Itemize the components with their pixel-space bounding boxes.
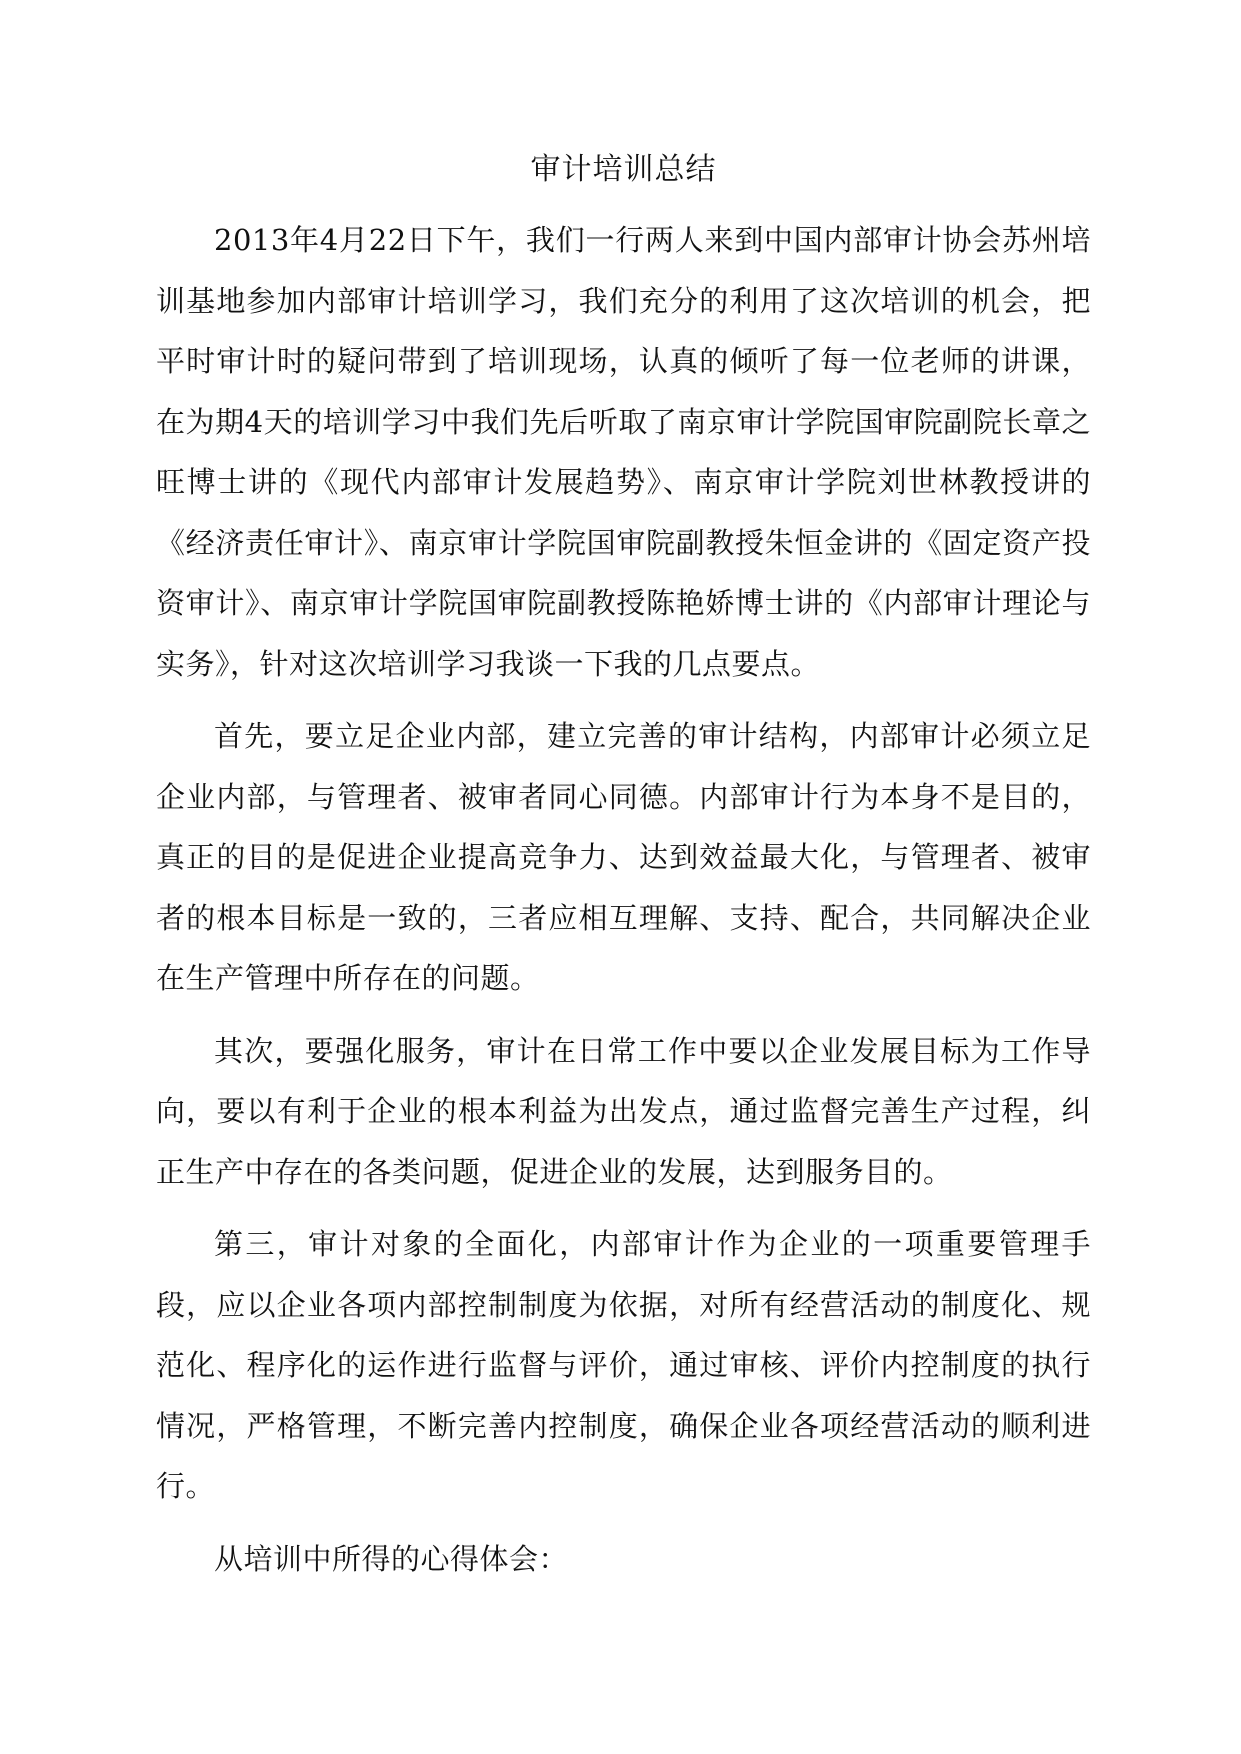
document-title: 审计培训总结 (530, 152, 717, 187)
document-page (156, 150, 1091, 1589)
paragraph-experience-heading: 从培训中所得的心得体会： (214, 1541, 569, 1576)
paragraph-intro: 2013年4月22日下午，我们一行两人来到中国内部审计协会苏州培训基地参加内部审计培训学习，我们充分的利用了这次培训的机会，把平时审计时的疑问带到了培训现场，认真的倾听了每一位老师的讲课，在为期4天的培训学习中我们先后听取了南京审计学院国审院副院长章之旺博士讲的《现代内部审计发展趋势》、南京审计学院刘世林教授讲的《经济责任审计》、南京审计学院国审院副教授朱恒金讲的《固定资产投资审计》、南京审计学院国审院副教授陈艳娇博士讲的《内部审计理论与实务》，针对这次培训学习我谈一下我的几点要点。 (156, 223, 1091, 681)
paragraph-first-point: 首先，要立足企业内部，建立完善的审计结构，内部审计必须立足企业内部，与管理者、被审者同心同德。内部审计行为本身不是目的，真正的目的是促进企业提高竞争力、达到效益最大化，与管理者、被审者的根本目标是一致的，三者应相互理解、支持、配合，共同解决企业在生产管理中所存在的问题。 (156, 719, 1091, 995)
paragraph-second-point: 其次，要强化服务，审计在日常工作中要以企业发展目标为工作导向，要以有利于企业的根本利益为出发点，通过监督完善生产过程，纠正生产中存在的各类问题，促进企业的发展，达到服务目的。 (156, 1033, 1091, 1189)
paragraph-third-point: 第三，审计对象的全面化，内部审计作为企业的一项重要管理手段，应以企业各项内部控制制度为依据，对所有经营活动的制度化、规范化、程序化的运作进行监督与评价，通过审核、评价内控制度的执行情况，严格管理，不断完善内控制度，确保企业各项经营活动的顺利进行。 (156, 1227, 1091, 1503)
